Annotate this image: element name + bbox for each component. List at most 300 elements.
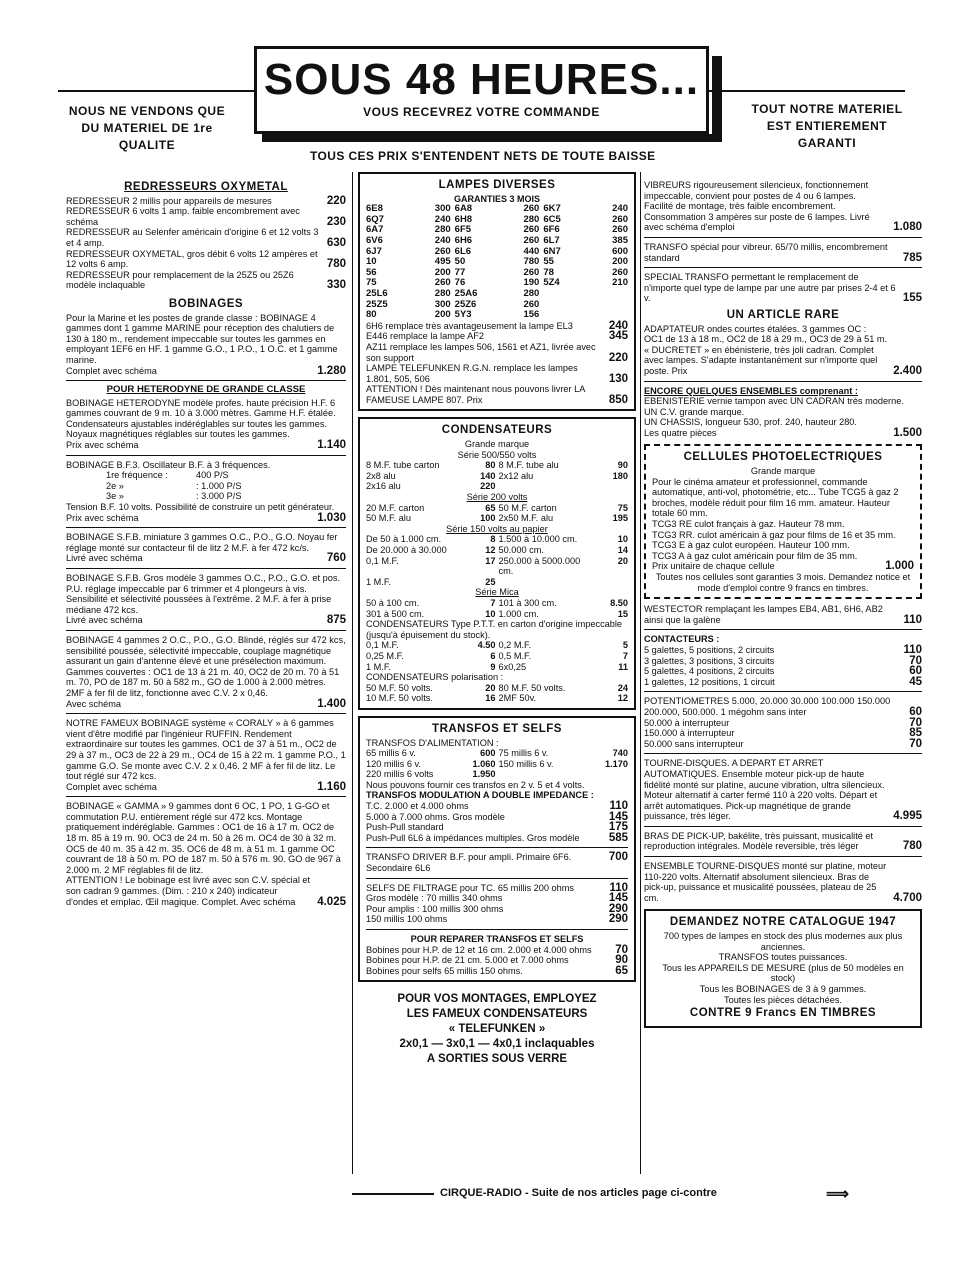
cellules-line: Prix unitaire de chaque cellule — [652, 561, 775, 572]
cond-b-label: 2x50 M.F. alu — [498, 513, 554, 524]
lamp-type: 6J7 — [366, 245, 382, 257]
reparer-row — [366, 955, 628, 966]
cellules-intro: Pour le cinéma amateur et professionnel, commande automatique, anti-vol, photométrie, etc... Tube TCG5 à gaz 2 broches, modèle réduit pour film 16 mm. amateur. Hauteur totale 60 mm. — [652, 476, 899, 519]
cellules-note: Toutes nos cellules sont garanties 3 mois. Demandez notice et mode d'emploi contre 9 francs en timbres. — [655, 572, 911, 593]
header-rule-right — [709, 90, 905, 92]
lamp-price: 260 — [612, 224, 628, 236]
bf3-frequency-value: : 1.000 P/S — [196, 480, 242, 491]
cond-e-price: 7 — [622, 650, 628, 661]
lamp-type: 6L7 — [543, 234, 560, 246]
ensemble-td-text: ENSEMBLE TOURNE-DISQUES monté sur platine, moteur 110-220 volts. Alternatif absolument silencieux. Bras de pick-up, puissance et musicalité poussées, plateau de 25 cm. — [644, 861, 887, 903]
cond-c-price: 14 — [617, 545, 628, 555]
contacteur-text: 5 galettes, 5 positions, 2 circuits — [644, 644, 775, 655]
sfb2-line: Livré avec schéma — [66, 615, 143, 626]
redresseur-text: REDRESSEUR OXYMETAL, gros débit 6 volts 12 ampères et 12 volts 6 amp. — [66, 248, 318, 270]
lamp-type: 25Z5 — [366, 298, 388, 310]
lamp-price: 260 — [523, 298, 540, 310]
catalogue-line: Tous les BOBINAGES de 3 à 9 gammes. — [699, 984, 867, 994]
bras-text: BRAS DE PICK-UP, bakélite, très puissant, musicalité et reproduction intégrales. Modèle reversible, très léger — [644, 830, 874, 852]
marine-line: Complet avec schéma — [66, 365, 157, 376]
contacteur-text: 3 galettes, 3 positions, 3 circuits — [644, 655, 775, 666]
redresseur-price: 230 — [326, 215, 346, 228]
redresseur-text: REDRESSEUR au Selenfer américain d'origine 6 et 12 volts 3 et 4 amp. — [66, 227, 319, 248]
cond-d-price: 15 — [617, 608, 628, 619]
cond-e-price: 6 — [490, 650, 496, 661]
arrow-right-icon: ⟹ — [826, 1186, 849, 1203]
bf3-tail: Tension B.F. 10 volts. Possibilité de construire un petit générateur. — [66, 502, 335, 513]
cond-a-label: 8 M.F. tube carton — [366, 460, 440, 471]
cond-e-row — [366, 662, 628, 673]
cond-d-label: 301 à 500 cm. — [366, 608, 425, 619]
transfo-label: 120 millis 6 v. — [366, 758, 421, 769]
marine-text: Pour la Marine et les postes de grande classe : BOBINAGE 4 gammes dont 1 gamme MARINE pour réception des chalutiers de 130 à 180 m., rendement impeccable sur toutes les gammes en employant 1EF6 en HF. 1 gamme G.O., 1 P.O., 1 O.C. et 1 gamme marine. — [66, 312, 338, 365]
rare-price: 2.400 — [893, 364, 922, 377]
lamp-note-row — [366, 342, 628, 363]
lamp-note-price: 850 — [608, 393, 628, 406]
contacteur-row — [644, 656, 922, 667]
vibreurs-price: 1.080 — [893, 221, 922, 234]
cond-f-label: 10 M.F. 50 volts. — [366, 693, 433, 704]
lamp-type: 6K7 — [543, 203, 561, 215]
cellules-list — [652, 519, 914, 561]
cond-a-row — [366, 460, 628, 471]
b4-line: Avec schéma — [66, 698, 121, 709]
lamp-type: 6N7 — [543, 245, 561, 257]
transfos-list — [366, 748, 628, 780]
lamp-note-text: 6H6 remplace très avantageusement la lampe EL3 — [366, 320, 573, 331]
column-divider — [352, 172, 353, 1174]
potentiometre-row — [644, 718, 922, 729]
lamp-note-text: ATTENTION ! Dès maintenant nous pouvons livrer LA FAMEUSE LAMPE 807. Prix — [366, 384, 585, 405]
modulation-title: TRANSFOS MODULATION A DOUBLE IMPEDANCE : — [366, 790, 594, 801]
reparer-text: Bobines pour H.P. de 21 cm. 5.000 et 7.000 ohms — [366, 955, 569, 966]
lamp-price: 190 — [523, 277, 540, 289]
lamp-note-price: 130 — [608, 372, 628, 385]
selfs-list — [366, 893, 628, 925]
reparer-text: Bobines pour H.P. de 12 et 16 cm. 2.000 et 4.000 ohms — [366, 944, 592, 955]
lamp-price: 200 — [434, 309, 451, 321]
lamp-note-price: 345 — [608, 330, 628, 343]
cond-b-row — [366, 503, 628, 514]
lamp-item — [543, 289, 628, 300]
special-price: 155 — [902, 292, 922, 305]
potentiometre-text: 50.000 sans interrupteur — [644, 738, 744, 749]
transfo-label: 150 millis 6 v. — [498, 758, 554, 769]
cond-f-label: 80 M.F. 50 volts. — [498, 682, 566, 693]
promo-line: POUR VOS MONTAGES, EMPLOYEZ — [397, 993, 597, 1006]
ensembles-list — [644, 396, 922, 428]
cellules-title: CELLULES PHOTOELECTRIQUES — [683, 451, 883, 464]
potentiometre-price: 85 — [909, 727, 922, 740]
cond-d-row — [366, 598, 628, 609]
lamp-price: 280 — [523, 213, 540, 225]
lamp-type: 5Y3 — [454, 309, 472, 321]
quality-line: DU MATERIEL DE 1re — [81, 121, 213, 135]
modulation-text: 5.000 à 7.000 ohms. Gros modèle — [366, 811, 505, 822]
reparer-price: 90 — [615, 954, 628, 967]
prices-note: TOUS CES PRIX S'ENTENDENT NETS DE TOUTE BAISSE — [310, 149, 656, 163]
pot-list — [644, 718, 922, 750]
cond-list-a — [366, 460, 628, 492]
lamp-item — [543, 300, 628, 311]
cond-f-label: 50 M.F. 50 volts. — [366, 682, 433, 693]
headline-subtitle: VOUS RECEVREZ VOTRE COMMANDE — [363, 105, 600, 119]
self-text: Pour amplis : 100 millis 300 ohms — [366, 903, 504, 914]
lamp-price: 260 — [612, 266, 628, 278]
pot-head-price: 60 — [909, 705, 922, 718]
reparer-title: POUR REPARER TRANSFOS ET SELFS — [410, 934, 584, 944]
self-price: 145 — [608, 892, 628, 905]
coraly-text: NOTRE FAMEUX BOBINAGE système « CORALY » à 6 gammes vient d'être modifié par l'ingénieur RUFFIN. Rendement extraordinaire sur toutes les gammes. OC1 de 37 à 51 m., OC2 de 29 à 37 m., OC3 de 22 à 29 m., OC4 de 15 à 22 m. 1 gamme P.O., 1 gamme G.O. Se monte avec C.V. 2 x 0,46. 2 MF à fer fil de litz. Le tout réglé sur 472 kcs. — [66, 718, 346, 782]
cond-list-c — [366, 534, 628, 587]
column-left — [66, 180, 346, 907]
bf3-price: 1.030 — [317, 511, 346, 524]
cond-c-row — [366, 545, 628, 556]
transfo-row — [366, 748, 628, 759]
potentiometre-text: 150.000 à interrupteur — [644, 728, 735, 739]
lamp-type: 80 — [366, 309, 377, 321]
cond-a-label: 8 M.F. tube alu — [498, 460, 559, 471]
headline-banner — [254, 46, 709, 134]
cond-a-price: 90 — [617, 460, 628, 471]
transfos-alim: TRANSFOS D'ALIMENTATION : — [366, 737, 499, 748]
cond-d-price: 7 — [490, 597, 496, 608]
sfb1-price: 760 — [326, 552, 346, 565]
selfs-first-price: 110 — [609, 881, 628, 894]
cond-a-label: 2x8 alu — [366, 470, 396, 481]
cond-c-row — [366, 534, 628, 545]
modulation-row — [366, 833, 628, 844]
promo-line: 2x0,1 — 3x0,1 — 4x0,1 inclaquables — [399, 1038, 595, 1051]
cond-c-label: De 20.000 à 30.000 — [366, 545, 447, 555]
cond-e-label: 6x0,25 — [498, 661, 527, 672]
contacteur-row — [644, 666, 922, 677]
lamp-note-price: 240 — [608, 319, 628, 332]
cond-b-price: 75 — [617, 502, 628, 513]
vibreurs-text: VIBREURS rigoureusement silencieux, fonctionnement impeccable, convient pour postes de 4 ou 6 lampes. Facilité de montage, très faible encombrement. Consommation 3 ampères sur poste de 6 lampes. Livré avec schéma d'emploi — [644, 180, 870, 233]
lamp-price: 260 — [612, 213, 628, 225]
lamp-note-row — [366, 331, 628, 342]
gamma-note: ATTENTION ! Le bobinage est livré avec son C.V. spécial et son cadran 9 gammes. (Dim. : 210 x 240) indicateur d'ondes et emplac. Œil magique. Complet. Avec schéma — [66, 875, 311, 907]
bf3-frequency-row — [106, 481, 346, 492]
cond-d-price: 8.50 — [610, 597, 628, 608]
lamp-price: 240 — [434, 234, 451, 246]
coraly-line: Complet avec schéma — [66, 781, 157, 792]
cellule-item: TCG3 RR. culot américain à gaz pour films de 16 et 35 mm. — [652, 529, 896, 540]
contacteur-text: 5 galettes, 4 positions, 2 circuits — [644, 666, 775, 677]
cellules-price: 1.000 — [885, 560, 914, 573]
catalogue-foot: CONTRE 9 Francs EN TIMBRES — [689, 1007, 877, 1020]
contacteur-text: 1 galettes, 12 positions, 1 circuit — [644, 676, 775, 687]
lamp-price: 260 — [434, 245, 451, 257]
catalogue-lines — [652, 931, 914, 1005]
transfo-vib-text: TRANSFO spécial pour vibreur. 65/70 millis, encombrement standard — [644, 241, 888, 263]
cond-a-row — [366, 471, 628, 482]
self-text: 150 millis 100 ohms — [366, 914, 448, 925]
self-price: 290 — [608, 913, 628, 926]
modulation-text: Push-Pull 6L6 à impédances multiples. Gros modèle — [366, 832, 580, 843]
self-price: 290 — [608, 902, 628, 915]
transfo-price — [594, 769, 628, 780]
lamp-type: 50 — [454, 256, 466, 268]
redresseurs-list — [66, 196, 346, 291]
cond-e-price: 9 — [490, 661, 496, 672]
lamp-type: 6H6 — [454, 234, 473, 246]
contacteur-price: 70 — [909, 654, 922, 667]
lamp-note-text: E446 remplace la lampe AF2 — [366, 331, 484, 342]
cond-list-d — [366, 598, 628, 619]
reparer-row — [366, 945, 628, 956]
contacteur-price: 110 — [903, 643, 922, 656]
cond-a-label: 2x12 alu — [498, 470, 534, 481]
lamp-price: 240 — [612, 203, 628, 215]
cond-b-label: 20 M.F. carton — [366, 502, 425, 513]
telefunken-promo — [358, 992, 636, 1067]
catalogue-box — [644, 909, 922, 1027]
cond-e-label: 0,2 M.F. — [498, 640, 532, 651]
cond-e-row — [366, 640, 628, 651]
self-row — [366, 914, 628, 925]
cond-a-price — [594, 481, 628, 492]
contacteur-row — [644, 645, 922, 656]
lampes-box — [358, 172, 636, 411]
transfo-price: 1.060 — [472, 758, 496, 769]
ensemble-item: EBENISTERIE vernie tampon avec UN CADRAN très moderne. — [644, 396, 904, 407]
footer-text: CIRQUE-RADIO - Suite de nos articles page ci-contre — [440, 1187, 717, 1199]
footer-rule — [352, 1193, 434, 1195]
condensateurs-box — [358, 417, 636, 709]
redresseur-price: 220 — [326, 194, 346, 207]
guarantee-line: GARANTI — [797, 136, 857, 150]
lampes-title: LAMPES DIVERSES — [438, 179, 556, 191]
hetero-text: BOBINAGE HETERODYNE modèle profes. haute précision H.F. 6 gammes couvrant de 9 m. 10 à 3.000 mètres. Gamme H.F. étalée. Condensateurs ajustables indéréglables sur toutes les gammes. Noyaux magnétiques réglables sur toutes les gammes. — [66, 397, 336, 440]
ensembles-price: 1.500 — [893, 426, 922, 439]
transfos-title: TRANSFOS ET SELFS — [432, 722, 562, 735]
b4-price: 1.400 — [317, 697, 346, 710]
redresseur-price: 630 — [326, 236, 346, 249]
cond-d-price: 10 — [485, 608, 496, 619]
column-middle — [358, 172, 636, 1067]
cond-e-row — [366, 651, 628, 662]
gamma-text: BOBINAGE « GAMMA » 9 gammes dont 6 OC, 1 PO, 1 G-GO et commutation P.U. entièrement réglé sur 472 kcs. Montage pratiquement indéréglable. Gammes : OC1 de 16 à 17 m. OC2 de 18 m. 85 à 19 m. 90. OC3 de 24 m. 50 à 26 m. OC4 de 30 à 32 m. OC5 de 40 m. 35 à 42 m. 35. OC6 de 48 m. à 51 m. 1 gamme OC couvrant de 18 à 50 m. PO de 187 m. 50 à 576 m. 90. GO de 967 à 2.000 m. 2 MF réglables fil de litz. — [66, 801, 341, 875]
lamp-notes — [366, 321, 628, 406]
cond-e-label: 0,5 M.F. — [498, 650, 532, 661]
ensembles-line: Les quatre pièces — [644, 427, 717, 438]
cond-b-price: 100 — [480, 513, 496, 524]
lamp-type: 6F6 — [543, 224, 560, 236]
lamp-type: 6Q7 — [366, 213, 384, 225]
cond-d-row — [366, 609, 628, 620]
contacteurs-list — [644, 645, 922, 687]
lamp-price: 495 — [434, 256, 451, 268]
lamp-price: 260 — [523, 266, 540, 278]
catalogue-line: Toutes les pièces détachées. — [724, 994, 842, 1005]
cond-c-price: 17 — [485, 555, 496, 566]
cond-c-label: 0,1 M.F. — [366, 555, 399, 566]
marine-price: 1.280 — [317, 364, 346, 377]
transfo-price: 1.950 — [472, 769, 496, 780]
ensembles-title: ENCORE QUELQUES ENSEMBLES comprenant : — [644, 385, 858, 396]
selfs-title: SELFS DE FILTRAGE pour TC. 65 millis 200 ohms — [366, 882, 574, 893]
bf3-frequency-row — [106, 491, 346, 502]
sfb2-price: 875 — [326, 614, 346, 627]
catalogue-line: TRANSFOS toutes puissances. — [718, 952, 848, 963]
lamp-type: 6H8 — [454, 213, 473, 225]
transfo-price: 600 — [480, 748, 496, 759]
lamp-type: 77 — [454, 266, 466, 278]
catalogue-title: DEMANDEZ NOTRE CATALOGUE 1947 — [669, 916, 897, 929]
lamp-note-row — [366, 363, 628, 384]
transfos-note: Nous pouvons fournir ces transfos en 2 v. 5 et 4 volts. — [366, 779, 585, 790]
cond-c-price: 20 — [617, 555, 628, 566]
quality-note — [58, 103, 236, 154]
lamp-note-text: LAMPE TELEFUNKEN R.G.N. remplace les lampes 1.801, 505, 506 — [366, 363, 578, 384]
cond-polarisation: CONDENSATEURS polarisation : — [366, 672, 504, 683]
contacteur-row — [644, 677, 922, 688]
transfo-label: 65 millis 6 v. — [366, 748, 416, 759]
potentiometre-row — [644, 728, 922, 739]
coraly-price: 1.160 — [317, 780, 346, 793]
transfo-row — [366, 769, 628, 780]
redresseur-row — [66, 206, 346, 227]
redresseur-text: REDRESSEUR 2 millis pour appareils de mesures — [66, 195, 272, 206]
redresseur-row — [66, 270, 346, 291]
reparer-text: Bobines pour selfs 65 millis 150 ohms. — [366, 965, 523, 976]
ensemble-item: UN CHASSIS, longueur 530, prof. 240, hauteur 280. — [644, 417, 857, 428]
transfo-label: 75 millis 6 v. — [498, 748, 549, 759]
reparer-row — [366, 966, 628, 977]
transfo-vib-price: 785 — [902, 251, 922, 264]
hetero-title: POUR HETERODYNE DE GRANDE CLASSE — [106, 384, 306, 396]
cond-brand: Grande marque — [464, 439, 530, 450]
guarantee-line: EST ENTIEREMENT — [766, 119, 888, 133]
cond-series: Série Mica — [475, 587, 519, 598]
lamp-type: 6L6 — [454, 245, 472, 257]
potentiometre-row — [644, 739, 922, 750]
cond-e-price: 4.50 — [477, 640, 496, 651]
lamp-item — [455, 310, 540, 321]
cellules-box — [644, 444, 922, 599]
cond-c-price: 12 — [485, 545, 496, 555]
modulation-row — [366, 812, 628, 823]
lamp-price: 440 — [523, 245, 540, 257]
cond-a-price: 180 — [612, 470, 628, 481]
banner-shadow-bottom — [262, 134, 722, 142]
redresseurs-title: REDRESSEURS OXYMETAL — [124, 181, 288, 193]
reparer-price: 70 — [615, 943, 628, 956]
cond-b-row — [366, 513, 628, 524]
modulation-text: Push-Pull standard — [366, 822, 444, 833]
cellule-item: TCG3 RE culot français à gaz. Hauteur 78 mm. — [652, 519, 845, 530]
lamp-note-price: 220 — [608, 351, 628, 364]
transfos-box — [358, 716, 636, 982]
modulation-price: 175 — [608, 821, 628, 834]
cond-c-label: 50.000 cm. — [498, 545, 544, 555]
bf3-line: Prix avec schéma — [66, 512, 139, 523]
cond-e-label: 0,25 M.F. — [366, 650, 404, 661]
cond-c-label: 250.000 à 5000.000 cm. — [498, 555, 581, 577]
redresseur-text: REDRESSEUR pour remplacement de la 25Z5 ou 25Z6 modèle inclaquable — [66, 269, 294, 291]
quality-line: NOUS NE VENDONS QUE — [68, 104, 226, 118]
promo-line: LES FAMEUX CONDENSATEURS — [406, 1008, 588, 1021]
bf3-frequency-value: : 3.000 P/S — [196, 491, 242, 502]
cond-c-price: 10 — [617, 534, 628, 545]
ensemble-item: UN C.V. grande marque. — [644, 406, 745, 417]
column-divider — [640, 172, 641, 1174]
modulation-price: 110 — [609, 800, 628, 813]
lamp-type: 6A8 — [454, 203, 473, 215]
self-row — [366, 893, 628, 904]
lamp-type: 6C5 — [543, 213, 561, 225]
cond-e-price: 11 — [618, 661, 628, 672]
headline-title: SOUS 48 HEURES... — [263, 55, 700, 104]
lamp-item — [455, 236, 540, 247]
catalogue-line: Tous les APPAREILS DE MESURE (plus de 50 modèles en stock) — [662, 962, 904, 984]
lamp-price: 240 — [434, 213, 451, 225]
cond-c-row — [366, 556, 628, 577]
cond-e-label: 0,1 M.F. — [366, 640, 399, 651]
cond-b-price: 195 — [612, 513, 628, 524]
cond-b-label: 50 M.F. carton — [498, 502, 557, 513]
cond-ptt: CONDENSATEURS Type P.T.T. en carton d'origine impeccable (jusqu'à épuisement du stock). — [366, 619, 623, 640]
transfo-row — [366, 759, 628, 770]
modulation-row — [366, 801, 628, 812]
condensateurs-title: CONDENSATEURS — [441, 424, 553, 437]
cellule-item: TCG3 A à gaz culot américain pour film de 35 mm. — [652, 550, 858, 561]
bf3-frequency-label: 2e » — [106, 480, 124, 491]
lamp-item — [455, 289, 540, 300]
cond-f-price: 20 — [485, 682, 496, 693]
lamp-type: 78 — [543, 266, 554, 278]
cond-c-label: 1.500 à 10.000 cm. — [498, 534, 578, 545]
cond-c-label: De 50 à 1.000 cm. — [366, 534, 442, 545]
lamp-item — [366, 310, 451, 321]
modulation-text: T.C. 2.000 et 4.000 ohms — [366, 801, 469, 812]
westector-text: WESTECTOR remplaçant les lampes EB4, AB1, 6H6, AB2 ainsi que la galène — [644, 604, 883, 625]
transfo-price: 740 — [612, 748, 628, 759]
redresseur-row — [66, 196, 346, 207]
lamp-type: 6A7 — [366, 224, 384, 236]
reparer-list — [366, 945, 628, 977]
modulation-price: 145 — [608, 810, 628, 823]
lamp-price: 600 — [612, 245, 628, 257]
cond-e-price: 5 — [622, 640, 628, 651]
cond-list-b — [366, 503, 628, 524]
lamp-note-row — [366, 384, 628, 405]
guarantee-note — [744, 101, 910, 152]
lamp-item — [543, 278, 628, 289]
lamp-price: 210 — [612, 277, 628, 289]
driver-price: 700 — [608, 851, 628, 864]
cond-f-label: 2MF 50v. — [498, 693, 537, 704]
lamp-price: 300 — [434, 298, 451, 310]
lamp-price: 280 — [434, 287, 451, 299]
lamp-price: 260 — [523, 234, 540, 246]
cond-a-price: 220 — [480, 481, 496, 492]
cond-series: Série 200 volts — [466, 492, 528, 503]
bobinages-title: BOBINAGES — [168, 297, 244, 310]
bf3-frequencies — [66, 470, 346, 502]
driver-text: TRANSFO DRIVER B.F. pour ampli. Primaire 6F6. Secondaire 6L6 — [366, 852, 572, 874]
lamp-price: 300 — [434, 203, 451, 215]
lamp-type: 76 — [454, 277, 466, 289]
b4-text: BOBINAGE 4 gammes 2 O.C., P.O., G.O. Blindé, réglés sur 472 kcs, sensibilité poussée, sélectivité impeccable, couplage magnétique assurant un gain d'antenne élevé et une présélection maximum. Gammes couvertes : OC1 de 13 à 21 m. 40, OC2 de 20 m. 70 à 51 m. 70, PO de 187 m. 50 à 582 m., GO de 1.000 à 2.000 mètres. 2MF à fer fil de litz, fonctionne avec C.V. 2 x 0,46. — [66, 634, 346, 698]
ensemble-td-price: 4.700 — [893, 891, 922, 904]
lamp-type: 56 — [366, 266, 377, 278]
cond-list-f — [366, 683, 628, 704]
redresseur-text: REDRESSEUR 6 volts 1 amp. faible encombrement avec schéma — [66, 206, 300, 227]
catalogue-line: 700 types de lampes en stock des plus modernes aux plus anciennes. — [663, 931, 903, 952]
